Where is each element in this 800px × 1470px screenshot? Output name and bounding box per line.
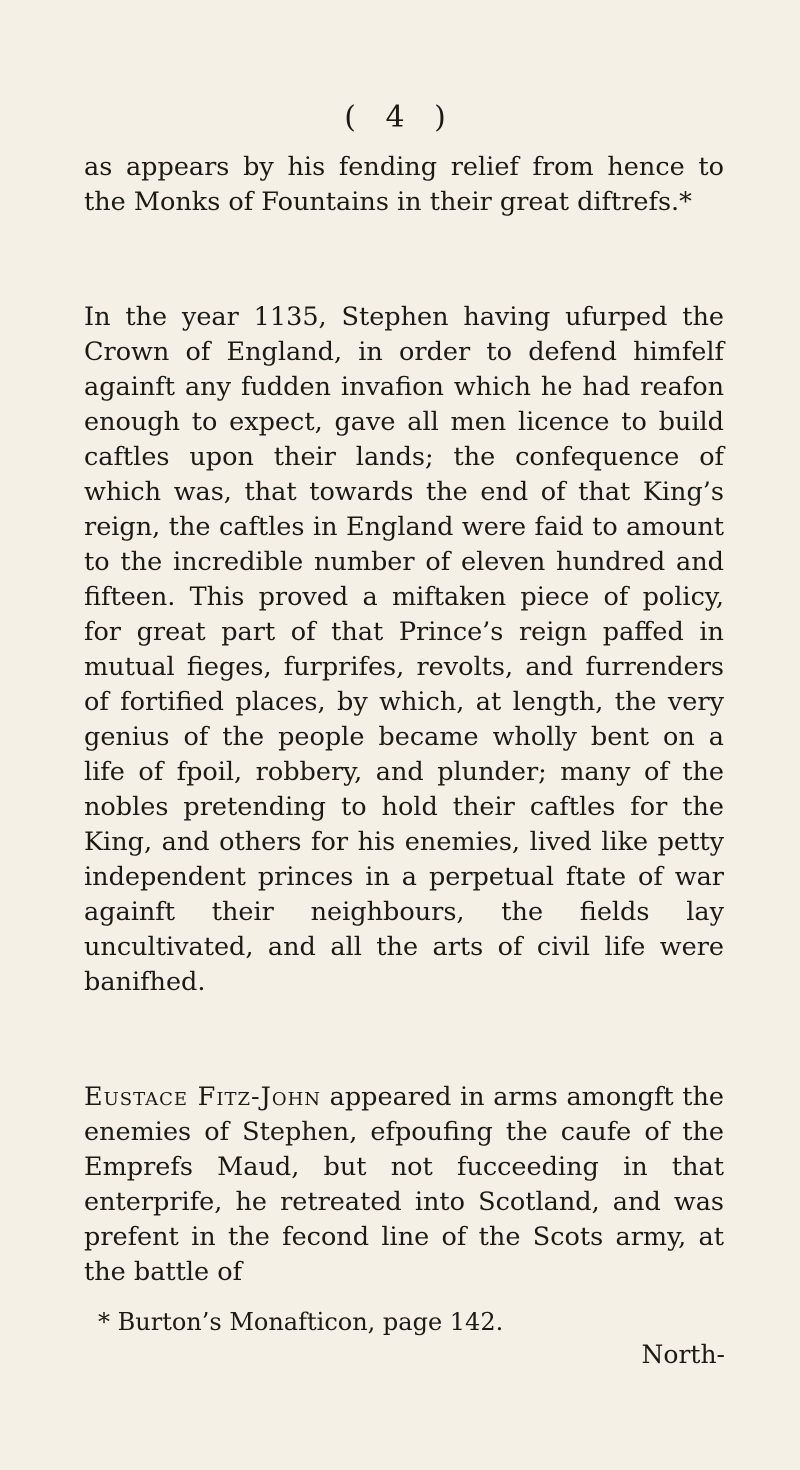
paragraph-2: In the year 1135, Stephen having ufurped the Crown of England, in order to defend himfelf againft any fudden invafion which he had reafon enough to expect, gave all men licence to build caftles upon their lands; the confequence of which was, that towards the end of that King’s reign, the caftles in England were faid to amount to the incredible number of eleven hundred and fifteen. This proved a miftaken piece of policy, for great part of that Prince’s reign paffed in mutual fieges, furprifes, revolts, and furrenders of fortified places, by which, at length, the very genius of the people became wholly bent on a life of fpoil, robbery, and plunder; many of the nobles pretending to hold their caftles for the King, and others for his enemies, lived like petty independent princes in a perpetual ftate of war againft their neighbours, the fields lay uncultivated, and all the arts of civil life were banifhed. <box>84 302 724 997</box>
proper-name-eustace-fitz-john: Eustace Fitz-John <box>84 1082 322 1112</box>
catchword: North- <box>641 1340 725 1369</box>
paragraph-3 <box>84 1080 724 1290</box>
paragraph-3-text: appeared in arms amongft the enemies of Stephen, efpoufing the caufe of the Emprefs Maud, but not fucceeding in that enterprife, he retreated into Scotland, and was prefent in the fecond line of the Scots army, at the battle of <box>84 1082 724 1287</box>
page-number: ( 4 ) <box>344 100 456 135</box>
footnote: * Burton’s Monafticon, page 142. <box>98 1308 504 1336</box>
paragraph-1: as appears by his fending relief from hence to the Monks of Fountains in their great diftrefs.* <box>84 152 724 217</box>
